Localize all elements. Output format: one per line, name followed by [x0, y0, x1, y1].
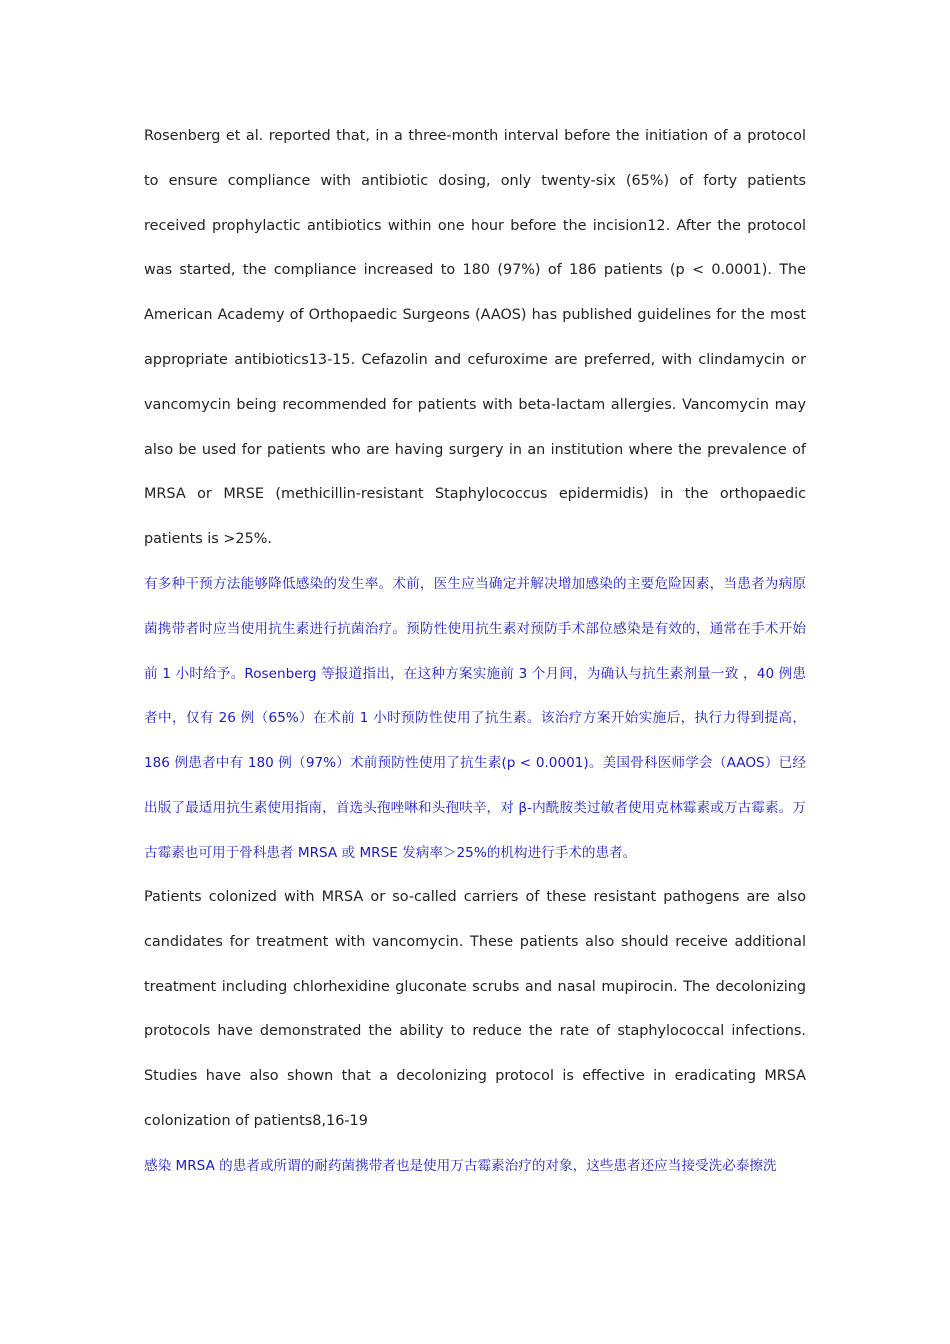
paragraph-english-prophylaxis: Rosenberg et al. reported that, in a three-month interval before the initiation of a protocol to ensure compliance with antibiotic dosing, only twenty-six (65%) of forty patients received prophylactic antibiotics within one hour before the incision12. After the protocol was started, the compliance increased to 180 (97%) of 186 patients (p < 0.0001). The American Academy of Orthopaedic Surgeons (AAOS) has published guidelines for the most appropriate antibiotics13-15. Cefazolin and cefuroxime are preferred, with clindamycin or vancomycin being recommended for patients with beta-lactam allergies. Vancomycin may also be used for patients who are having surgery in an institution where the prevalence of MRSA or MRSE (methicillin-resistant Staphylococcus epidermidis) in the orthopaedic patients is >25%. [144, 128, 806, 548]
paragraph-chinese-mrsa: 感染 MRSA 的患者或所谓的耐药菌携带者也是使用万古霉素治疗的对象，这些患者还应当接受洗必泰擦洗 [144, 1158, 777, 1174]
paragraph-chinese-prophylaxis: 有多种干预方法能够降低感染的发生率。术前，医生应当确定并解决增加感染的主要危险因素，当患者为病原菌携带者时应当使用抗生素进行抗菌治疗。预防性使用抗生素对预防手术部位感染是有效的，通常在手术开始前 1 小时给予。Rosenberg 等报道指出，在这种方案实施前 3 个月间，为确认与抗生素剂量一致 ，40 例患者中，仅有 26 例（65%）在术前 1 小时预防性使用了抗生素。该治疗方案开始实施后，执行力得到提高，186 例患者中有 180 例（97%）术前预防性使用了抗生素(p < 0.0001)。美国骨科医师学会（AAOS）已经出版了最适用抗生素使用指南，首选头孢唑啉和头孢呋辛，对 β-内酰胺类过敏者使用克林霉素或万古霉素。万古霉素也可用于骨科患者 MRSA 或 MRSE 发病率＞25%的机构进行手术的患者。 [144, 576, 806, 861]
paragraph-english-mrsa: Patients colonized with MRSA or so-called carriers of these resistant pathogens are also candidates for treatment with vancomycin. These patients also should receive additional treatment including chlorhexidine gluconate scrubs and nasal mupirocin. The decolonizing protocols have demonstrated the ability to reduce the rate of staphylococcal infections. Studies have also shown that a decolonizing protocol is effective in eradicating MRSA colonization of patients8,16-19 [144, 889, 806, 1129]
